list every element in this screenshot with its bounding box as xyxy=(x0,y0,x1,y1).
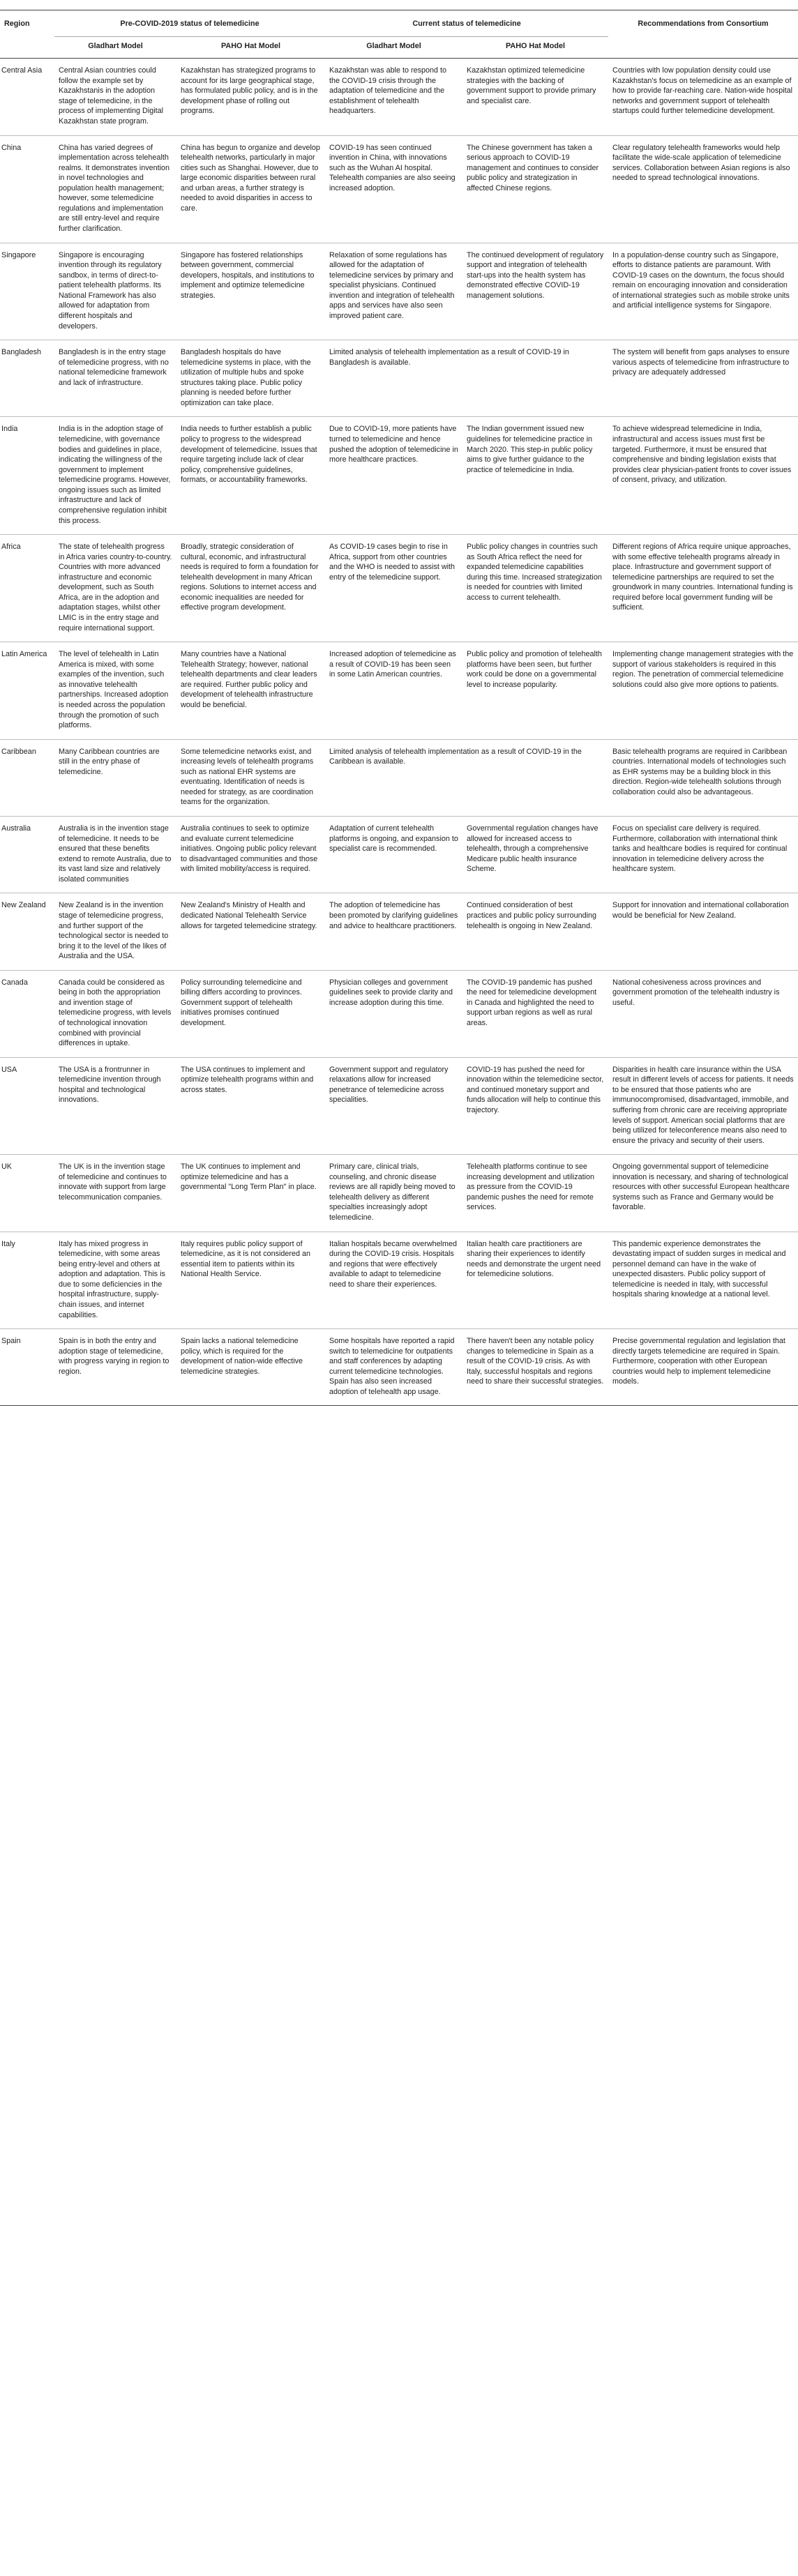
recommendation-cell: Disparities in health care insurance within the USA result in different levels of access for patients. It needs to be ensured that those patients who are immunocompromised, disadvantaged, immobile, and suffering from chronic care are receiving appropriate levels of support. American social platforms that are being utilized for teleconference means also need to ensure the privacy and security of their users. xyxy=(612,1065,794,1145)
current-paho-cell: Telehealth platforms continue to see increasing development and utilization as pressure from the COVID-19 pandemic pushes the need for remote services. xyxy=(467,1162,595,1212)
current-paho-cell: Continued consideration of best practices and public policy surrounding telehealth is ongoing in New Zealand. xyxy=(467,901,597,930)
pre-gladhart-cell: The USA is a frontrunner in telemedicine invention through hospital and technological innovations. xyxy=(59,1065,161,1105)
header-current-status: Current status of telemedicine xyxy=(325,10,608,37)
header-current-gladhart: Gladhart Model xyxy=(325,36,462,59)
pre-paho-cell: China has begun to organize and develop telehealth networks, particularly in major cities such as Shanghai. However, due to large economic disparities between rural and urban areas, a further strategy is needed to avoid disparities in access to care. xyxy=(181,143,320,213)
table-row xyxy=(0,417,798,535)
region-cell: China xyxy=(1,143,22,152)
region-cell: Central Asia xyxy=(1,66,43,75)
pre-gladhart-cell: The state of telehealth progress in Africa varies country-to-country. Countries with more advanced infrastructure and economic development, such as South Africa, are in the adoption and adaptation stages, whilst other LMIC is in the entry stage and require international support. xyxy=(59,543,172,632)
current-paho-cell: The Indian government issued new guidelines for telemedicine practice in March 2020. This step-in public policy aims to give further guidance to the practice of telemedicine in India. xyxy=(467,425,593,474)
pre-gladhart-cell: The level of telehealth in Latin America is mixed, with some examples of the invention, such as innovative telehealth partnerships. Increased adoption is needed across the population through the promotion of such platforms. xyxy=(59,650,169,730)
header-pre-gladhart: Gladhart Model xyxy=(54,36,176,59)
current-gladhart-cell: As COVID-19 cases begin to rise in Africa, support from other countries and the WHO is needed to assist with entry of the telemedicine support. xyxy=(329,543,456,582)
pre-gladhart-cell: New Zealand is in the invention stage of telemedicine progress, and further support of the technological sector is needed to bring it to the level of the likes of Australia and the USA. xyxy=(59,901,169,961)
header-row-groups xyxy=(0,10,798,37)
recommendation-cell: Implementing change management strategies with the support of various stakeholders is required in this region. The penetration of commercial telemedicine solutions could also give more options to patients. xyxy=(612,650,794,689)
current-gladhart-cell: Kazakhstan was able to respond to the COVID-19 crisis through the adaptation of telemedicine and the establishment of telehealth headquarters. xyxy=(329,66,447,116)
recommendation-cell: Countries with low population density could use Kazakhstan's focus on telemedicine as an example of how to provide far-reaching care. Nation-wide hospital networks and government support of telehealth startups could further telemedicine development. xyxy=(612,66,793,116)
table-row xyxy=(0,1329,798,1406)
region-cell: Canada xyxy=(1,978,28,987)
recommendation-cell: Ongoing governmental support of telemedicine innovation is necessary, and sharing of technological resources with other successful European healthcare systems such as France and Germany would be favorable. xyxy=(612,1162,790,1212)
recommendation-cell: Basic telehealth programs are required in Caribbean countries. International models of technologies such as EHR systems may be a building block in this direction. Region-wide telehealth solutions through collaboration could also be advantageous. xyxy=(612,747,788,796)
pre-gladhart-cell: Canada could be considered as being in both the appropriation and invention stage of telemedicine progress, with levels of technological innovation combined with provincial differences in uptake. xyxy=(59,978,172,1048)
current-status-merged-cell: Limited analysis of telehealth implementation as a result of COVID-19 in Bangladesh is available. xyxy=(329,348,569,367)
region-cell: Italy xyxy=(1,1239,15,1248)
region-cell: Australia xyxy=(1,824,31,833)
recommendation-cell: Clear regulatory telehealth frameworks would help facilitate the wide-scale application of telemedicine services. Collaboration between Asian regions is also needed to spread technological innovations. xyxy=(612,143,790,183)
pre-gladhart-cell: China has varied degrees of implementation across telehealth realms. It demonstrates invention in novel technologies and population health management; however, some telemedicine regulations and implementation are still entry-level and require further clarification. xyxy=(59,143,170,233)
table-row xyxy=(0,135,798,243)
pre-paho-cell: New Zealand's Ministry of Health and dedicated National Telehealth Service allows for targeted telemedicine strategy. xyxy=(181,901,317,930)
table-row xyxy=(0,970,798,1057)
table-row xyxy=(0,1057,798,1155)
current-status-merged-cell: Limited analysis of telehealth implementation as a result of COVID-19 in the Caribbean is available. xyxy=(329,747,582,766)
table-row xyxy=(0,243,798,340)
pre-gladhart-cell: Many Caribbean countries are still in the entry phase of telemedicine. xyxy=(59,747,160,776)
recommendation-cell: Different regions of Africa require unique approaches, with some effective telehealth programs already in place. Infrastructure and government support of telemedicine partnerships are required to set the groundwork in many countries. International funding is required before local government funding will be sufficient. xyxy=(612,543,793,612)
current-paho-cell: Public policy and promotion of telehealth platforms have been seen, but further work could be done on a governmental level to increase popularity. xyxy=(467,650,602,689)
table-row xyxy=(0,1232,798,1329)
recommendation-cell: Support for innovation and international collaboration would be beneficial for New Zealand. xyxy=(612,901,789,920)
recommendation-cell: Precise governmental regulation and legislation that directly targets telemedicine are required in Spain. Furthermore, cooperation with other European countries would help to implement telemedicine models. xyxy=(612,1337,785,1386)
pre-gladhart-cell: Spain is in both the entry and adoption stage of telemedicine, with progress varying in region to region. xyxy=(59,1337,170,1376)
header-row-models xyxy=(0,36,798,59)
region-cell: UK xyxy=(1,1162,12,1172)
current-gladhart-cell: Physician colleges and government guidelines seek to provide clarity and increase adoption during this time. xyxy=(329,978,453,1007)
region-cell: USA xyxy=(1,1065,17,1074)
recommendation-cell: In a population-dense country such as Singapore, efforts to distance patients are paramount. With COVID-19 cases on the downturn, the focus should remain on encouraging innovation and consideration of international strategies such as mobile stroke units and artificial intelligence systems for Singapore. xyxy=(612,250,790,310)
pre-paho-cell: Some telemedicine networks exist, and increasing levels of telehealth programs such as national EHR systems are eventuating. Identification of needs is needed for strategy, as are coordination teams for the organization. xyxy=(181,747,314,807)
pre-paho-cell: Australia continues to seek to optimize and evaluate current telemedicine initiatives. Ongoing public policy relevant to disadvantaged communities and those with limited mobility/access is required. xyxy=(181,824,318,874)
region-cell: India xyxy=(1,425,18,434)
current-gladhart-cell: Adaptation of current telehealth platforms is ongoing, and expansion to specialist care is recommended. xyxy=(329,824,458,854)
current-gladhart-cell: Government support and regulatory relaxations allow for increased penetrance of telemedicine across specialities. xyxy=(329,1065,449,1105)
region-cell: Africa xyxy=(1,543,21,552)
pre-paho-cell: Broadly, strategic consideration of cultural, economic, and infrastructural needs is required to form a foundation for telehealth development in many African regions. Solutions to internet access and economic inequalities are needed for effective program development. xyxy=(181,543,319,612)
pre-paho-cell: Many countries have a National Telehealth Strategy; however, national telehealth departments and clear leaders are required. Further public policy and development of telehealth infrastructure would be beneficial. xyxy=(181,650,317,709)
recommendation-cell: Focus on specialist care delivery is required. Furthermore, collaboration with international think tanks and healthcare bodies is required for continual innovation in telemedicine delivery across the healthcare system. xyxy=(612,824,788,874)
current-paho-cell: COVID-19 has pushed the need for innovation within the telemedicine sector, and continued monetary support and funds allocation will help to continue this trajectory. xyxy=(467,1065,604,1114)
header-empty xyxy=(0,36,54,59)
recommendation-cell: National cohesiveness across provinces and government promotion of the telehealth industry is useful. xyxy=(612,978,780,1007)
table-row xyxy=(0,535,798,642)
current-paho-cell: Public policy changes in countries such as South Africa reflect the need for expanded telemedicine capabilities during this time. Increased strategization is needed for countries with limited access to current telehealth. xyxy=(467,543,602,602)
region-cell: Caribbean xyxy=(1,747,36,756)
pre-paho-cell: The UK continues to implement and optimize telemedicine and has a governmental "Long Term Plan" in place. xyxy=(181,1162,317,1192)
recommendation-cell: The system will benefit from gaps analyses to ensure various aspects of telemedicine from infrastructure to privacy are adequately addressed xyxy=(612,348,790,377)
region-cell: Singapore xyxy=(1,250,36,259)
table-body xyxy=(0,59,798,1406)
current-paho-cell: Governmental regulation changes have allowed for increased access to telehealth, through a comprehensive Medicare public health insurance Scheme. xyxy=(467,824,598,874)
recommendation-cell: To achieve widespread telemedicine in India, infrastructural and access issues must first be targeted. Furthermore, it must be ensured that comprehensive and binding legislation exists that provides clear physician-patient fronts to cover issues of consent, privacy, and utilization. xyxy=(612,425,792,485)
table-row xyxy=(0,59,798,135)
pre-paho-cell: India needs to further establish a public policy to progress to the widespread development of telemedicine. Issues that require targeting include lack of clear policy, comprehensive guidelines, formats, or accountability frameworks. xyxy=(181,425,317,485)
current-paho-cell: The Chinese government has taken a serious approach to COVID-19 management and continues to consider public policy and strategization in affected Chinese regions. xyxy=(467,143,599,192)
region-cell: Spain xyxy=(1,1337,21,1346)
region-cell: Bangladesh xyxy=(1,348,42,357)
table-row xyxy=(0,340,798,417)
header-pre-covid: Pre-COVID-2019 status of telemedicine xyxy=(54,10,325,37)
pre-gladhart-cell: Central Asian countries could follow the example set by Kazakhstanis in the adoption stage of telemedicine, in the process of implementing Digital Kazakhstan state program. xyxy=(59,66,164,126)
current-gladhart-cell: Some hospitals have reported a rapid switch to telemedicine for outpatients and staff conferences by adapting current telemedicine technologies. Spain has also seen increased adoption of telehealth app usage. xyxy=(329,1337,455,1396)
pre-paho-cell: Policy surrounding telemedicine and billing differs according to provinces. Government support of telehealth initiatives promises continued development. xyxy=(181,978,302,1027)
current-paho-cell: Italian health care practitioners are sharing their experiences to identify needs and demonstrate the urgent need for telemedicine solutions. xyxy=(467,1239,601,1279)
table-row xyxy=(0,817,798,893)
pre-gladhart-cell: Singapore is encouraging invention through its regulatory sandbox, in terms of direct-to-patient telehealth platforms. Its National Framework has also allowed for adaptation from different hospitals and developers. xyxy=(59,250,162,331)
recommendation-cell: This pandemic experience demonstrates the devastating impact of sudden surges in medical and personnel demand can have in the wake of unexpected disasters. Public policy support of telemedicine is needed in Italy, with successful hospitals sharing knowledge at a national level. xyxy=(612,1239,786,1299)
region-cell: New Zealand xyxy=(1,901,46,910)
current-gladhart-cell: Primary care, clinical trials, counseling, and chronic disease reviews are all rapidly being moved to telehealth delivery as different specialties increasingly adopt telemedicine. xyxy=(329,1162,456,1222)
table-row xyxy=(0,642,798,740)
pre-paho-cell: Kazakhstan has strategized programs to account for its large geographical stage, has formulated public policy, and is in the development phase of rolling out programs. xyxy=(181,66,318,116)
header-pre-paho: PAHO Hat Model xyxy=(176,36,325,59)
header-current-paho: PAHO Hat Model xyxy=(462,36,608,59)
table-row xyxy=(0,1155,798,1232)
current-gladhart-cell: Due to COVID-19, more patients have turned to telemedicine and hence pushed the adoption of telemedicine in more healthcare practices. xyxy=(329,425,458,464)
current-paho-cell: The COVID-19 pandemic has pushed the need for telemedicine development in Canada and highlighted the need to support urban regions as well as rural areas. xyxy=(467,978,597,1027)
header-recommendations: Recommendations from Consortium xyxy=(608,10,798,37)
current-gladhart-cell: Relaxation of some regulations has allowed for the adaptation of telemedicine services by primary and specialist physicians. Continued invention and integration of telehealth apps and services have also seen improved patient care. xyxy=(329,250,455,320)
current-gladhart-cell: Italian hospitals became overwhelmed during the COVID-19 crisis. Hospitals and regions that were effectively available to adapt to telemedicine need to share their experiences. xyxy=(329,1239,458,1289)
current-gladhart-cell: The adoption of telemedicine has been promoted by clarifying guidelines and advice to healthcare practitioners. xyxy=(329,901,458,930)
pre-gladhart-cell: Bangladesh is in the entry stage of telemedicine progress, with no national telemedicine framework and lack of infrastructure. xyxy=(59,348,169,387)
pre-gladhart-cell: The UK is in the invention stage of telemedicine and continues to innovate with support from large telecommunication companies. xyxy=(59,1162,167,1202)
pre-paho-cell: Spain lacks a national telemedicine policy, which is required for the development of nation-wide effective telemedicine strategies. xyxy=(181,1337,303,1376)
pre-gladhart-cell: India is in the adoption stage of telemedicine, with governance bodies and guidelines in place, indicating the willingness of the government to implement telemedicine programs. However, ongoing issues such as limited infrastructure and lack of comprehensive regulation inhibit this process. xyxy=(59,425,171,525)
table-row xyxy=(0,893,798,970)
telemedicine-status-table xyxy=(0,10,798,1406)
pre-paho-cell: Singapore has fostered relationships between government, commercial developers, hospitals, and institutions to implement and optimize telemedicine strategies. xyxy=(181,250,315,300)
current-gladhart-cell: COVID-19 has seen continued invention in China, with innovations such as the Wuhan AI hospital. Telehealth companies are also seeing increased adoption. xyxy=(329,143,456,192)
current-paho-cell: The continued development of regulatory support and integration of telehealth start-ups into the health system has demonstrated effective COVID-19 management solutions. xyxy=(467,250,604,300)
current-paho-cell: There haven't been any notable policy changes to telemedicine in Spain as a result of the COVID-19 crisis. As with Italy, successful hospitals and regions need to share their successful strategies. xyxy=(467,1337,604,1386)
header-region: Region xyxy=(0,10,54,37)
table-row xyxy=(0,739,798,816)
pre-paho-cell: Bangladesh hospitals do have telemedicine systems in place, with the utilization of multiple hubs and spoke structures taking place. Public policy planning is needed before further optimization can take place. xyxy=(181,348,311,407)
current-gladhart-cell: Increased adoption of telemedicine as a result of COVID-19 has been seen in some Latin American countries. xyxy=(329,650,456,679)
current-paho-cell: Kazakhstan optimized telemedicine strategies with the backing of government support to provide primary and specialist care. xyxy=(467,66,596,105)
header-empty-rec xyxy=(608,36,798,59)
pre-paho-cell: The USA continues to implement and optimize telehealth programs within and across states. xyxy=(181,1065,314,1094)
region-cell: Latin America xyxy=(1,650,47,659)
pre-gladhart-cell: Italy has mixed progress in telemedicine, with some areas being entry-level and others at adoption and adaptation. This is due to some deficiencies in the hospital infrastructure, supply-chain issues, and internet capabilities. xyxy=(59,1239,165,1319)
pre-paho-cell: Italy requires public policy support of telemedicine, as it is not considered an essential item to patients within its National Health Service. xyxy=(181,1239,311,1279)
pre-gladhart-cell: Australia is in the invention stage of telemedicine. It needs to be ensured that these benefits extend to remote Australia, due to its vast land size and relatively isolated communities xyxy=(59,824,172,884)
